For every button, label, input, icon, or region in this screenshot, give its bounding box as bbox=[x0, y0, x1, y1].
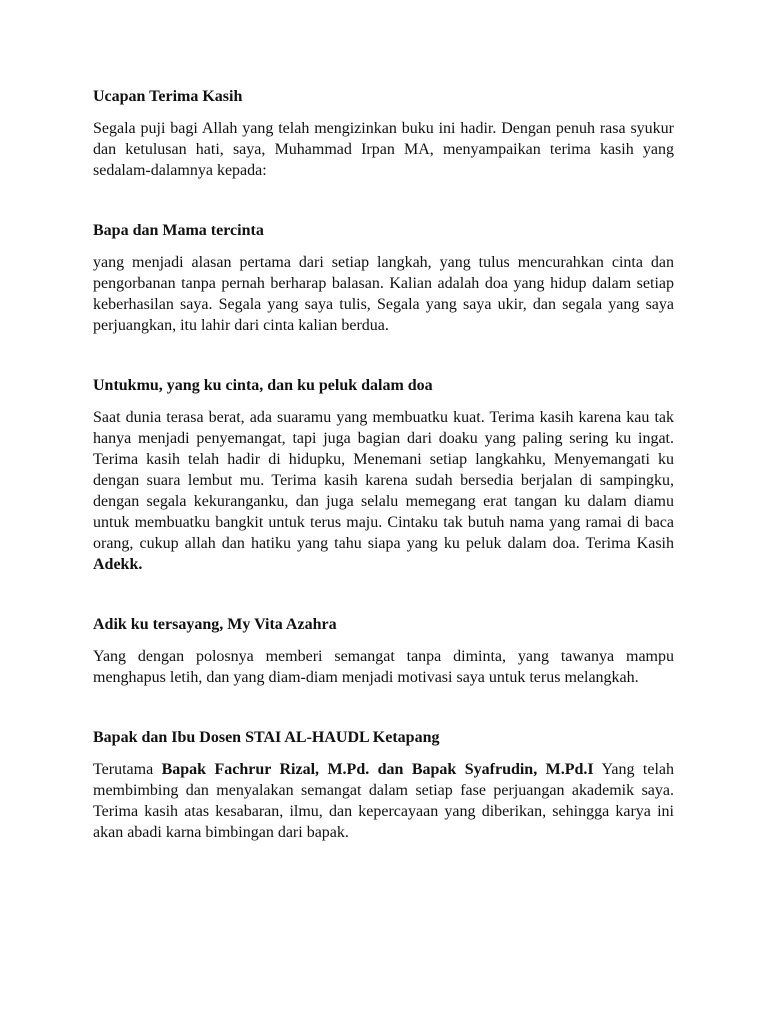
section-dosen bbox=[93, 727, 674, 843]
section-paragraph bbox=[93, 407, 674, 575]
section-paragraph: yang menjadi alasan pertama dari setiap langkah, yang tulus mencurahkan cinta dan pengorbanan tanpa pernah berharap balasan. Kalian adalah doa yang hidup dalam setiap keberhasilan saya. Segala yang saya tulis, Segala yang saya ukir, dan segala yang saya perjuangkan, itu lahir dari cinta kalian berdua. bbox=[93, 254, 674, 334]
paragraph-suffix-text: Yang telah membimbing dan menyalakan semangat dalam setiap fase perjuangan akademik saya. Terima kasih atas kesabaran, ilmu, dan kepercayaan yang diberikan, sehingga karya ini akan abadi karna bimbingan dari bapak. bbox=[93, 761, 675, 841]
section-ucapan-terima-kasih bbox=[93, 86, 674, 181]
section-paragraph: Yang dengan polosnya memberi semangat tanpa diminta, yang tawanya mampu menghapus letih, dan yang diam-diam menjadi motivasi saya untuk terus melangkah. bbox=[93, 648, 674, 686]
paragraph-bold-text: Adekk. bbox=[93, 556, 143, 573]
section-paragraph: Segala puji bagi Allah yang telah mengizinkan buku ini hadir. Dengan penuh rasa syukur dan ketulusan hati, saya, Muhammad Irpan MA, menyampaikan terima kasih yang sedalam-dalamnya kepada: bbox=[93, 120, 674, 179]
section-heading: Ucapan Terima Kasih bbox=[93, 88, 243, 105]
section-heading: Bapa dan Mama tercinta bbox=[93, 222, 264, 239]
paragraph-bold-text: Bapak Fachrur Rizal, M.Pd. dan Bapak Syafrudin, M.Pd.I bbox=[161, 761, 594, 778]
section-heading: Adik ku tersayang, My Vita Azahra bbox=[93, 616, 337, 633]
document-body bbox=[93, 86, 674, 843]
section-heading: Untukmu, yang ku cinta, dan ku peluk dalam doa bbox=[93, 377, 433, 394]
section-untukmu bbox=[93, 375, 674, 575]
section-heading: Bapak dan Ibu Dosen STAI AL-HAUDL Ketapang bbox=[93, 729, 440, 746]
section-adik bbox=[93, 614, 674, 688]
paragraph-text: Saat dunia terasa berat, ada suaramu yang membuatku kuat. Terima kasih karena kau tak hanya menjadi penyemangat, tapi juga bagian dari doaku yang paling sering ku ingat. Terima kasih telah hadir di hidupku, Menemani setiap langkahku, Menyemangati ku dengan suara lembut mu. Terima kasih karena sudah bersedia berjalan di sampingku, dengan segala kekuranganku, dan juga selalu memegang erat tangan ku dalam diamu untuk membuatku bangkit untuk terus maju. Cintaku tak butuh nama yang ramai di baca orang, cukup allah dan hatiku yang tahu siapa yang ku peluk dalam doa. Terima Kasih bbox=[93, 409, 674, 552]
paragraph-prefix-text: Terutama bbox=[93, 761, 154, 778]
section-paragraph bbox=[93, 759, 674, 843]
section-bapa-mama bbox=[93, 220, 674, 336]
